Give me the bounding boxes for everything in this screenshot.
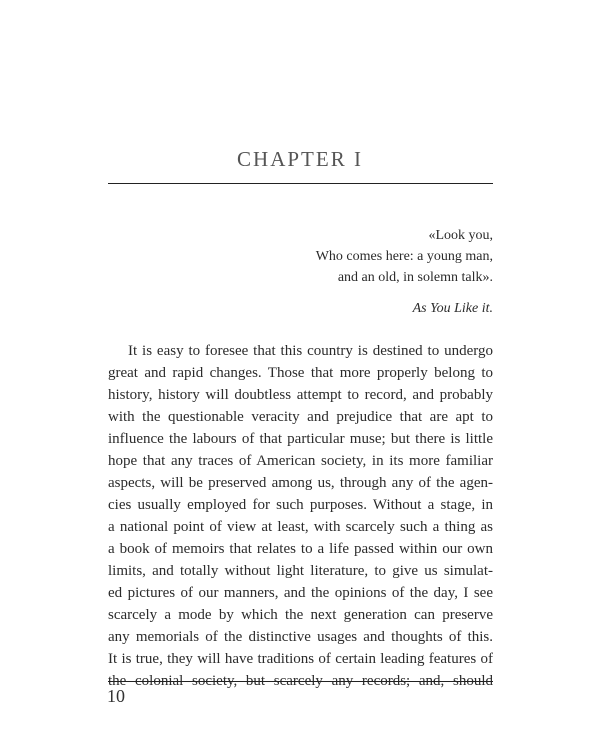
page-number: 10 xyxy=(107,686,125,706)
body-line: great and rapid changes. Those that more properly belong to xyxy=(108,365,493,381)
body-line: aspects, will be preserved among us, through any of the agen- xyxy=(108,475,493,491)
body-line: any memorials of the distinctive usages and thoughts of this. xyxy=(108,629,493,645)
epigraph-source: As You Like it. xyxy=(412,301,493,316)
body-line: a national point of view at least, with scarcely such a thing as xyxy=(108,519,493,535)
body-line: hope that any traces of American society, in its more familiar xyxy=(108,453,493,469)
top-rule xyxy=(108,183,493,184)
body-line: cies usually employed for such purposes. Without a stage, in xyxy=(108,497,493,513)
epigraph-line: «Look you, xyxy=(428,228,493,243)
body-line: history, history will doubtless attempt to record, and probably xyxy=(108,387,493,403)
body-line: influence the labours of that particular muse; but there is little xyxy=(108,431,493,447)
body-line: limits, and totally without light literature, to give us simulat- xyxy=(108,563,493,579)
body-line: scarcely a mode by which the next generation can preserve xyxy=(108,607,493,623)
body-line: the colonial society, but scarcely any records; and, should xyxy=(108,673,493,689)
epigraph-line: and an old, in solemn talk». xyxy=(337,270,493,285)
body-line: a book of memoirs that relates to a life passed within our own xyxy=(108,541,493,557)
body-line: with the questionable veracity and prejudice that are apt to xyxy=(108,409,493,425)
body-line: ed pictures of our manners, and the opinions of the day, I see xyxy=(108,585,493,601)
epigraph-line: Who comes here: a young man, xyxy=(315,249,493,264)
chapter-title: CHAPTER I xyxy=(237,147,363,171)
body-paragraph xyxy=(108,340,493,692)
body-line: It is true, they will have traditions of certain leading features of xyxy=(108,651,493,667)
body-line: It is easy to foresee that this country is destined to undergo xyxy=(128,343,493,359)
epigraph xyxy=(316,225,493,288)
bottom-rule xyxy=(108,681,493,682)
